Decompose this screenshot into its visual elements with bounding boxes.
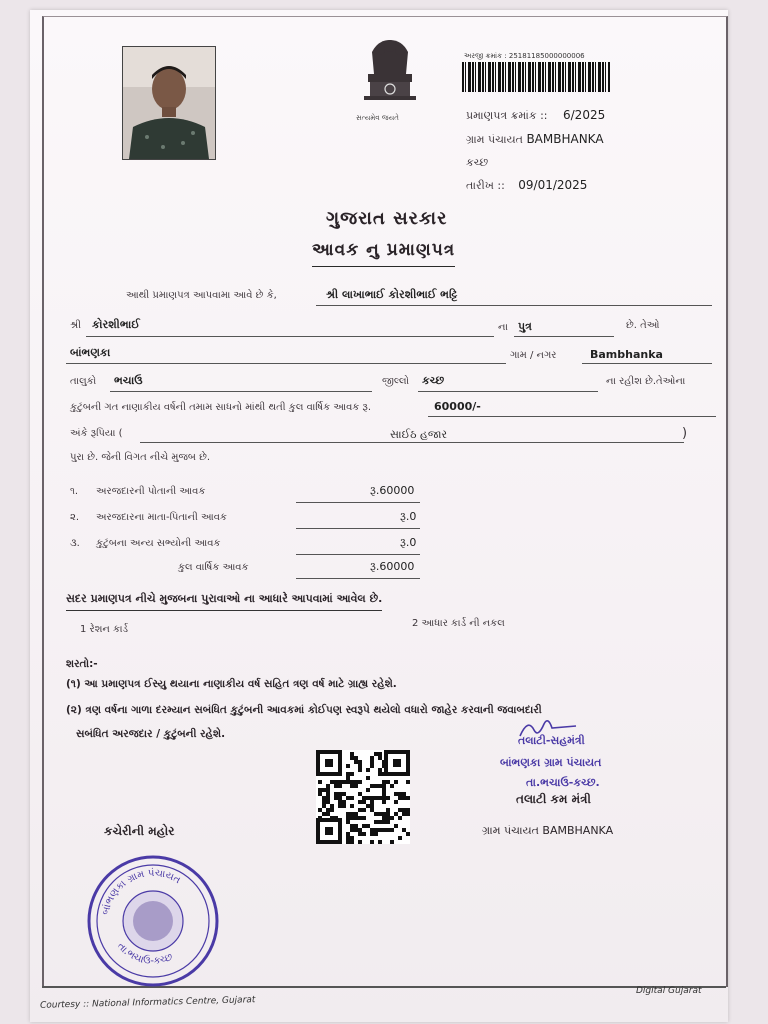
income-amount: 60000/- (434, 400, 481, 413)
income-row-1-line (296, 502, 420, 503)
relation-prefix: ના (498, 322, 508, 333)
application-number-label: અરજી ક્રમાંક : (464, 52, 507, 60)
proof-item-1: 1 રેશન કાર્ડ (80, 624, 129, 635)
shri-label: શ્રી (70, 320, 82, 331)
emblem-motto: સત્યમેવ જયતે (356, 114, 399, 122)
application-number-value: 25181185000000006 (508, 52, 585, 60)
income-row-1-amount: રૂ.60000 (370, 484, 415, 497)
applicant-photo (122, 46, 216, 160)
certificate-title: આવક નુ પ્રમાણપત્ર (312, 240, 455, 267)
state-emblem-icon (358, 34, 422, 124)
income-row-2-label: અરજદારના માતા-પિતાની આવક (96, 512, 227, 523)
resident-text: ના રહીશ છે.તેઓના (606, 376, 686, 387)
certificate-paper (30, 10, 728, 1022)
proof-item-2: 2 આધાર કાર્ડ ની નકલ (412, 618, 505, 629)
certificate-number-label: પ્રમાણપત્ર ક્રમાંક :: (466, 109, 548, 122)
income-row-3-line (296, 554, 420, 555)
village-line (582, 363, 712, 364)
details-text: પુરા છે. જેની વિગત નીચે મુજબ છે. (70, 452, 211, 463)
courtesy-footer: Courtesy :: National Informatics Centre, Gujarat (39, 995, 256, 1011)
svg-text:તા.ભચાઉ-કચ્છ: તા.ભચાઉ-કચ્છ (114, 940, 175, 967)
income-text: કુટુંબની ગત નાણાકીય વર્ષની તમામ સાધનો માંથી થતી કુલ વાર્ષિક આવક રૂ. (70, 402, 372, 413)
certificate-number-value: 6/2025 (563, 108, 606, 122)
panchayat-seal-icon (84, 852, 222, 990)
income-row-3-amount: રૂ.0 (400, 536, 417, 549)
certificate-number (466, 108, 605, 123)
father-name-line (86, 336, 494, 337)
income-row-2-line (296, 528, 420, 529)
issue-date (466, 178, 587, 193)
gram-panchayat-label: ગ્રામ પંચાયત (466, 133, 523, 146)
applicant-name: શ્રી લાખાભાઈ કોરશીભાઈ ભટ્ટિ (326, 288, 458, 301)
condition-2a: (૨) ત્રણ વર્ષના ગાળા દરમ્યાન સબંધિત કુટુંબની આવકમાં કોઈપણ સ્વરૂપે થયેલો વધારો જાહેર કરવાની જવાબદારી (66, 704, 542, 716)
relation: પુત્ર (518, 320, 532, 333)
district-label: જીલ્લો (382, 376, 410, 387)
relation-line (514, 336, 614, 337)
income-row-3-num: ૩. (70, 538, 80, 549)
signatory-designation: તલાટી કમ મંત્રી (516, 792, 591, 806)
income-words-line (140, 442, 684, 443)
income-row-2-num: ૨. (70, 512, 80, 523)
applicant-name-line (316, 305, 712, 306)
income-row-3-label: કુટુંબના અન્ય સભ્યોની આવક (96, 538, 221, 549)
income-total-amount: રૂ.60000 (370, 560, 415, 573)
words-label: અંકે રૂપિયા ( (70, 428, 123, 439)
signature-stamp-line-2: બાંભણકા ગ્રામ પંચાયત (500, 756, 602, 769)
proofs-heading: સદર પ્રમાણપત્ર નીચે મુજબના પુરાવાઓ ના આધારે આપવામાં આવેલ છે. (66, 592, 382, 611)
income-row-2-amount: રૂ.0 (400, 510, 417, 523)
condition-1: (૧) આ પ્રમાણપત્ર ઈસ્યુ થયાના નાણાકીય વર્ષ સહિત ત્રણ વર્ષ માટે ગ્રાહ્ય રહેશે. (66, 678, 397, 690)
village-label: ગામ / નગર (510, 350, 557, 361)
conditions-heading: શરતો:- (66, 658, 98, 670)
qr-code (316, 750, 410, 844)
barcode (462, 62, 610, 92)
signatory-office: ગ્રામ પંચાયત BAMBHANKA (482, 824, 614, 837)
government-title: ગુજરાત સરકાર (326, 208, 448, 229)
locality-line (66, 363, 506, 364)
district-line-rule (418, 391, 598, 392)
income-row-1-label: અરજદારની પોતાની આવક (96, 486, 206, 497)
intro-text: આથી પ્રમાણપત્ર આપવામા આવે છે કે, (126, 290, 277, 301)
gram-panchayat-line (466, 132, 604, 147)
relation-suffix: છે. તેઓ (626, 320, 660, 331)
issue-date-label: તારીખ :: (466, 179, 505, 192)
father-name: કોરશીભાઈ (92, 318, 140, 331)
taluka-line (110, 391, 372, 392)
words-close: ) (682, 426, 688, 441)
gram-panchayat-value: BAMBHANKA (526, 132, 604, 146)
signature-stamp-line-3: તા.ભચાઉ-કચ્છ. (526, 776, 600, 789)
income-words: સાઈઠ હજાર (390, 428, 448, 441)
district: કચ્છ (422, 374, 445, 387)
signature-stamp-line-1: તલાટી-સહમંત્રી (518, 734, 585, 747)
village: Bambhanka (590, 348, 663, 361)
income-amount-line (428, 416, 716, 417)
income-total-label: કુલ વાર્ષિક આવક (178, 562, 249, 573)
svg-text:બાંભણકા ગ્રામ પંચાયત: બાંભણકા ગ્રામ પંચાયત (100, 867, 183, 917)
condition-2b: સબંધિત અરજદાર / કુટુંબની રહેશે. (76, 728, 226, 740)
digital-gujarat-brand: Digital Gujarat (636, 986, 702, 996)
taluka: ભચાઉ (114, 374, 143, 387)
taluka-label: તાલુકો (70, 376, 97, 387)
income-row-1-num: ૧. (70, 486, 79, 497)
issue-date-value: 09/01/2025 (518, 178, 588, 192)
locality: બાંભણકા (70, 346, 111, 359)
district-line: કચ્છ (466, 156, 489, 169)
income-total-line (296, 578, 420, 579)
application-number (464, 52, 585, 61)
office-stamp-label: કચેરીની મહોર (104, 824, 175, 838)
